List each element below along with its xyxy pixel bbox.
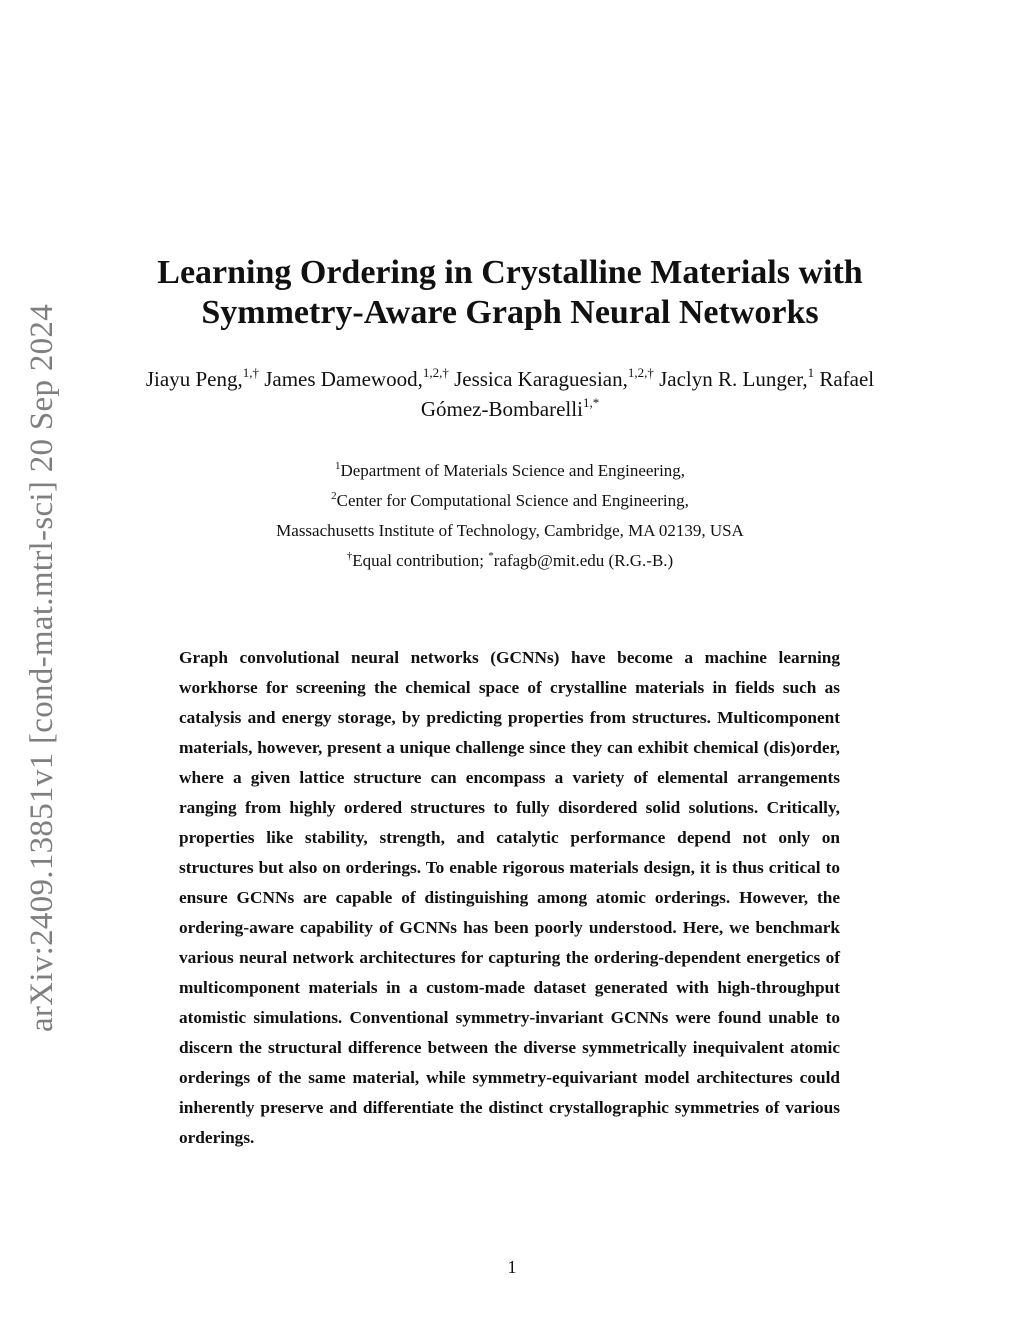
footnote-mark: *: [488, 550, 494, 562]
author-affiliation-mark: 1: [807, 365, 815, 380]
author-affiliation-mark: 1,*: [582, 395, 600, 410]
author-affiliation-mark: 1,2,†: [627, 365, 654, 380]
affiliation-line: [130, 486, 890, 516]
affiliation-mark: 2: [331, 490, 337, 502]
author-name: Jiayu Peng,: [145, 367, 243, 391]
footnote-mark: †: [346, 550, 353, 562]
author-name: Jessica Karaguesian,: [454, 367, 628, 391]
author-name: Rafael Gómez-Bombarelli: [420, 367, 875, 421]
author-list: [130, 364, 890, 424]
contribution-text: Equal contribution;: [352, 551, 489, 570]
affiliation-text: Department of Materials Science and Engineering,: [340, 461, 686, 480]
paper-title: [110, 253, 910, 333]
author-affiliation-mark: 1,2,†: [422, 365, 449, 380]
affiliation-line: [130, 456, 890, 486]
affiliation-line: [130, 516, 890, 546]
contribution-note: [130, 546, 890, 576]
arxiv-identifier-stamp: arXiv:2409.13851v1 [cond-mat.mtrl-sci] 20 Sep 2024: [24, 303, 60, 1033]
contact-email: rafagb@mit.edu (R.G.-B.): [493, 551, 674, 570]
affiliations: [130, 456, 890, 576]
title-line-2: Symmetry-Aware Graph Neural Networks: [201, 294, 819, 331]
title-line-1: Learning Ordering in Crystalline Materials with: [157, 254, 863, 291]
page-number: 1: [507, 1257, 517, 1277]
author-name: Jaclyn R. Lunger,: [659, 367, 808, 391]
affiliation-text: Massachusetts Institute of Technology, Cambridge, MA 02139, USA: [276, 521, 744, 540]
abstract-text: Graph convolutional neural networks (GCNNs) have become a machine learning workhorse for screening the chemical space of crystalline materials in fields such as catalysis and energy storage, by predicting properties from structures. Multicomponent materials, however, present a unique challenge since they can exhibit chemical (dis)order, where a given lattice structure can encompass a variety of elemental arrangements ranging from highly ordered structures to fully disordered solid solutions. Critically, properties like stability, strength, and catalytic performance depend not only on structures but also on orderings. To enable rigorous materials design, it is thus critical to ensure GCNNs are capable of distinguishing among atomic orderings. However, the ordering-aware capability of GCNNs has been poorly understood. Here, we benchmark various neural network architectures for capturing the ordering-dependent energetics of multicomponent materials in a custom-made dataset generated with high-throughput atomistic simulations. Conventional symmetry-invariant GCNNs were found unable to discern the structural difference between the diverse symmetrically inequivalent atomic orderings of the same material, while symmetry-equivariant model architectures could inherently preserve and differentiate the distinct crystallographic symmetries of various orderings.: [179, 648, 840, 1147]
affiliation-mark: 1: [334, 460, 341, 472]
affiliation-text: Center for Computational Science and Engineering,: [336, 491, 689, 510]
author-name: James Damewood,: [264, 367, 423, 391]
author-affiliation-mark: 1,†: [242, 365, 259, 380]
